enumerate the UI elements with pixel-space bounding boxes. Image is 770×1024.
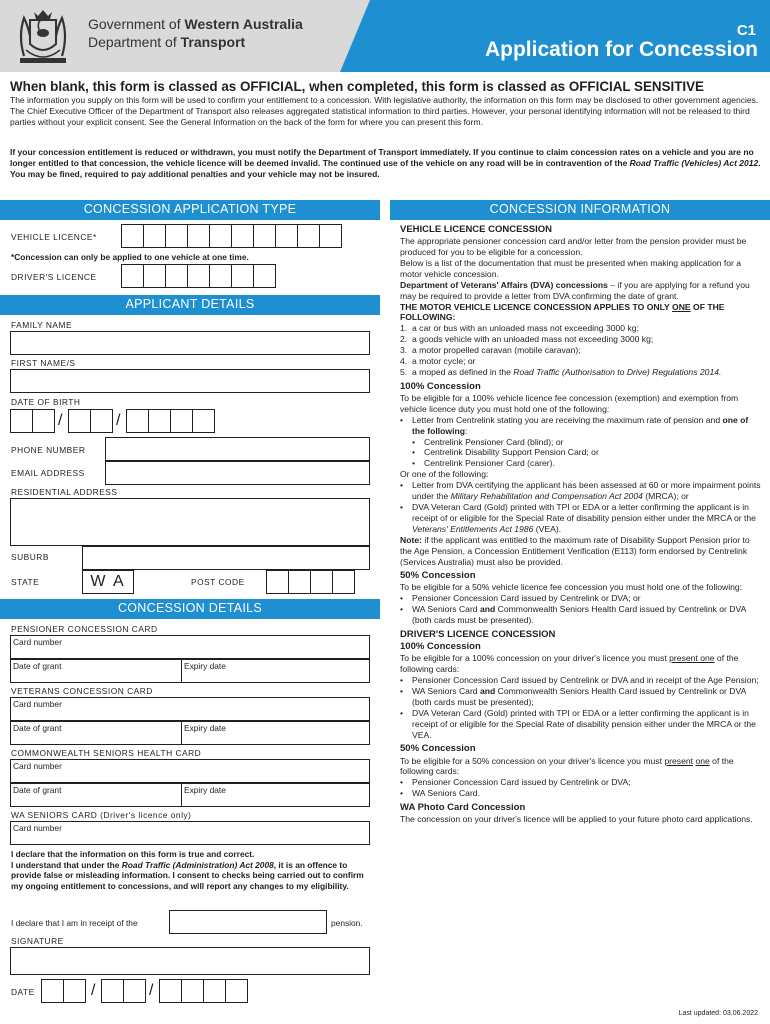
last-updated: Last updated: 03.06.2022: [678, 1010, 758, 1018]
section-banner-concession-details: CONCESSION DETAILS: [0, 599, 380, 619]
date-month-input[interactable]: [101, 979, 145, 1003]
info-paragraph: The appropriate pensioner concession card and/or letter from the pension provider must be produced for you to be eligible for a concession.: [400, 236, 747, 257]
signature-label: SIGNATURE: [11, 936, 64, 946]
list-item: 3. a motor propelled caravan (mobile caravan);: [400, 345, 581, 356]
state-input[interactable]: W A: [82, 570, 134, 594]
seniors-health-grant-date-input[interactable]: Date of grant: [10, 783, 182, 807]
list-item: • DVA Veteran Card (Gold) printed with TPI or EDA or a letter confirming the applicant is in receipt of or eligible for the Special Rate of disability pension either under the MRCA or the VEA.: [400, 707, 756, 740]
section-banner-application-type: CONCESSION APPLICATION TYPE: [0, 200, 380, 220]
info-paragraph: To be eligible for a 50% vehicle licence fee concession you must hold one of the following:: [400, 582, 743, 593]
dob-separator: /: [58, 412, 63, 429]
concession-50-list: [400, 593, 762, 626]
pensioner-grant-date-input[interactable]: Date of grant: [10, 659, 182, 683]
department-name: Department of Transport: [88, 34, 246, 50]
dl-concession-50-heading: 50% Concession: [400, 743, 476, 755]
wa-seniors-card-number-input[interactable]: Card number: [10, 821, 370, 845]
veterans-grant-date-input[interactable]: Date of grant: [10, 721, 182, 745]
list-item: 2. a goods vehicle with an unloaded mass not exceeding 3000 kg;: [400, 334, 654, 345]
list-item: • Centrelink Pensioner Card (carer).: [412, 458, 555, 469]
classification-notice: When blank, this form is classed as OFFICIAL, when completed, this form is classed as OFFICIAL SENSITIVE: [10, 79, 704, 94]
centrelink-list: [400, 415, 762, 470]
email-label: EMAIL ADDRESS: [11, 468, 85, 478]
concession-information-text: [400, 224, 762, 825]
dl-concession-100-heading: 100% Concession: [400, 641, 481, 653]
list-item: 5. a moped as defined in the Road Traffic (Authorisation to Drive) Regulations 2014.: [400, 366, 722, 377]
postcode-input[interactable]: [266, 570, 354, 594]
list-item: • DVA Veteran Card (Gold) printed with TPI or EDA or a letter confirming the applicant is in receipt of or eligible for the Special Rate of disability pension either under the MRCA or the Veterans' Entitlements Act 1986 (VEA).: [400, 501, 756, 534]
list-item: 1. a car or bus with an unloaded mass not exceeding 3000 kg;: [400, 323, 639, 334]
vehicle-types-list: [400, 323, 762, 378]
address-input[interactable]: [10, 498, 370, 546]
applies-heading: THE MOTOR VEHICLE LICENCE CONCESSION APPLIES TO ONLY ONE OF THE FOLLOWING:: [400, 301, 725, 323]
veterans-expiry-date-input[interactable]: Expiry date: [181, 721, 370, 745]
first-names-input[interactable]: [10, 369, 370, 393]
dob-month-input[interactable]: [68, 409, 112, 433]
list-item: • Pensioner Concession Card issued by Centrelink or DVA; or: [400, 593, 641, 604]
form-title: Application for Concession: [484, 38, 758, 61]
dl-50-list: [400, 777, 762, 799]
section-banner-concession-information: CONCESSION INFORMATION: [390, 200, 770, 220]
list-item: • Centrelink Disability Support Pension Card; or: [412, 447, 599, 458]
pension-type-input[interactable]: [169, 910, 327, 934]
vehicle-licence-heading: VEHICLE LICENCE CONCESSION: [400, 224, 553, 235]
state-label: STATE: [11, 577, 40, 587]
dva-paragraph: Department of Veterans' Affairs (DVA) concessions – if you are applying for a refund you may be required to provide a letter from DVA confirming the date of grant.: [400, 279, 750, 301]
pension-label: pension.: [331, 918, 363, 928]
wa-crest-logo: [10, 6, 76, 68]
date-day-input[interactable]: [41, 979, 85, 1003]
info-paragraph: Or one of the following:: [400, 469, 489, 480]
info-paragraph: To be eligible for a 100% vehicle licence fee concession (exemption) and exemption from vehicle licence duty you must hold one of the following:: [400, 392, 739, 414]
list-item: • Centrelink Pensioner Card (blind); or: [412, 436, 564, 447]
photo-card-heading: WA Photo Card Concession: [400, 802, 526, 814]
dl-100-list: [400, 675, 762, 740]
drivers-licence-label: DRIVER'S LICENCE: [11, 272, 97, 282]
suburb-label: SUBURB: [11, 552, 49, 562]
info-paragraph: The concession on your driver's licence will be applied to your future photo card applications.: [400, 814, 753, 825]
family-name-input[interactable]: [10, 331, 370, 355]
suburb-input[interactable]: [82, 546, 370, 570]
pensioner-expiry-date-input[interactable]: Expiry date: [181, 659, 370, 683]
pensioner-card-label: PENSIONER CONCESSION CARD: [11, 624, 158, 634]
form-code: C1: [736, 22, 756, 39]
one-vehicle-note: *Concession can only be applied to one vehicle at one time.: [11, 252, 249, 262]
info-paragraph: To be eligible for a 50% concession on your driver's licence you must present one of the following cards:: [400, 755, 734, 777]
drivers-licence-input[interactable]: [121, 264, 275, 288]
date-separator: /: [91, 982, 96, 999]
warning-paragraph: If your concession entitlement is reduced or withdrawn, you must notify the Department of Transport immediately. If you continue to claim concession rates on a vehicle and you are no longer entitled to that concession, the vehicle licence will be deemed invalid. The continued use of the vehicle on any road will be in contravention of the Road Traffic (Vehicles) Act 2012. You may be fined, required to pay additional penalties and your vehicle may not be insured.: [10, 147, 761, 179]
signature-input[interactable]: [10, 947, 370, 975]
list-item: 4. a motor cycle; or: [400, 356, 476, 367]
seniors-health-card-number-input[interactable]: Card number: [10, 759, 370, 783]
concession-50-heading: 50% Concession: [400, 570, 476, 582]
seniors-health-expiry-date-input[interactable]: Expiry date: [181, 783, 370, 807]
veterans-card-number-input[interactable]: Card number: [10, 697, 370, 721]
list-item: • WA Seniors Card.: [400, 788, 480, 799]
list-item: • Letter from Centrelink stating you are receiving the maximum rate of pension and one of the following:: [400, 414, 749, 436]
vehicle-licence-input[interactable]: [121, 224, 341, 248]
list-item: • WA Seniors Card and Commonwealth Seniors Health Card issued by Centrelink or DVA (both cards must be presented);: [400, 685, 746, 707]
dva-list: [400, 480, 762, 535]
dob-day-input[interactable]: [10, 409, 54, 433]
intro-paragraph: The information you supply on this form will be used to confirm your entitlement to a concession. With legislative authority, the information on this form may be disclosed to other government agencies. The Chief Executive Officer of the Department of Transport also releases aggregated statistical information to third parties. However, your personal identifying information will not be released to third parties without your explicit consent. See the General Information on the back of the form for where you can present this form.: [10, 95, 759, 127]
receipt-of-label: I declare that I am in receipt of the: [11, 918, 138, 928]
veterans-card-label: VETERANS CONCESSION CARD: [11, 686, 153, 696]
family-name-label: FAMILY NAME: [11, 320, 73, 330]
phone-label: PHONE NUMBER: [11, 445, 86, 455]
seniors-health-card-label: COMMONWEALTH SENIORS HEALTH CARD: [11, 748, 202, 758]
postcode-label: POST CODE: [191, 577, 245, 587]
concession-100-heading: 100% Concession: [400, 380, 481, 392]
date-separator: /: [149, 982, 154, 999]
dob-separator: /: [116, 412, 121, 429]
vehicle-licence-label: VEHICLE LICENCE*: [11, 232, 97, 242]
info-paragraph: Below is a list of the documentation that must be presented when making application for a motor vehicle concession.: [400, 257, 742, 279]
address-label: RESIDENTIAL ADDRESS: [11, 487, 118, 497]
section-banner-applicant-details: APPLICANT DETAILS: [0, 295, 380, 315]
list-item: • Letter from DVA certifying the applicant has been assessed at 60 or more impairment points under the Military Rehabilitation and Compensation Act 2004 (MRCA); or: [400, 480, 761, 502]
note-paragraph: Note: if the applicant was entitled to the maximum rate of Disability Support Pension prior to the Age Pension, a Concession Entitlement Verification (E113) form endorsed by Centrelink (Services Australia) must also be provided.: [400, 534, 750, 567]
email-input[interactable]: [105, 461, 370, 485]
info-paragraph: To be eligible for a 100% concession on your driver's licence you must present one of the following cards:: [400, 653, 739, 675]
drivers-licence-heading: DRIVER'S LICENCE CONCESSION: [400, 629, 556, 641]
government-name: Government of Western Australia: [88, 16, 303, 32]
wa-seniors-card-label: WA SENIORS CARD (Driver's licence only): [11, 810, 192, 820]
list-item: • Pensioner Concession Card issued by Centrelink or DVA and in receipt of the Age Pension;: [400, 675, 759, 686]
date-label: DATE: [11, 987, 35, 997]
pensioner-card-number-input[interactable]: Card number: [10, 635, 370, 659]
date-of-birth-label: DATE OF BIRTH: [11, 397, 81, 407]
list-item: • Pensioner Concession Card issued by Centrelink or DVA;: [400, 777, 631, 788]
date-year-input[interactable]: [159, 979, 247, 1003]
phone-input[interactable]: [105, 437, 370, 461]
first-names-label: FIRST NAME/S: [11, 358, 76, 368]
dob-year-input[interactable]: [126, 409, 214, 433]
declaration-text: I declare that the information on this form is true and correct. I understand that under the Road Traffic (Administration) Act 2008, it is an offence to provide false or misleading information. I consent to checks being carried out to confirm my ongoing entitlement to concessions, and will report any changes to my eligibility.: [11, 849, 364, 892]
list-item: • WA Seniors Card and Commonwealth Seniors Health Card issued by Centrelink or DVA (both cards must be presented).: [400, 604, 746, 626]
